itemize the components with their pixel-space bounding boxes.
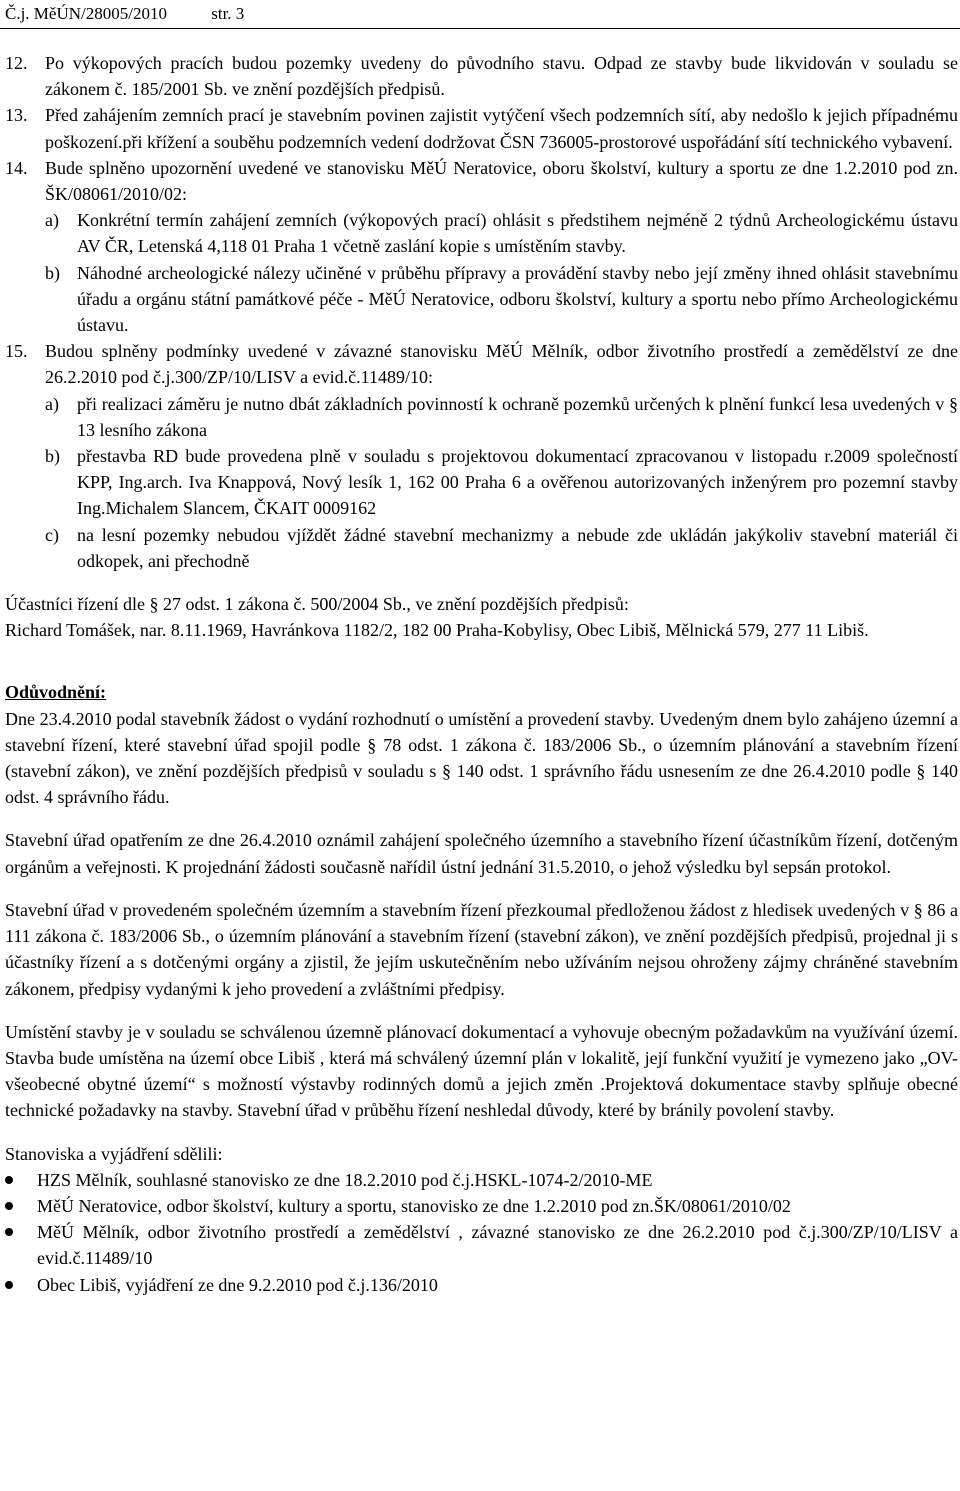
- statements-list: [5, 1167, 958, 1298]
- condition-15-item-a: [5, 391, 958, 443]
- participants-list: Richard Tomášek, nar. 8.11.1969, Havránkova 1182/2, 182 00 Praha-Kobylisy, Obec Libiš, Mělnická 579, 277 11 Libiš.: [5, 620, 869, 641]
- document-reference: Č.j. MěÚN/28005/2010: [5, 4, 167, 23]
- reasoning-paragraph: Umístění stavby je v souladu se schválenou územně plánovací dokumentací a vyhovuje obecným požadavkům na využívání území. Stavba bude umístěna na území obce Libiš , která má schválený územní plán v lokalitě, její funkční využití je vymezeno jako „OV-všeobecné obytné území“ s možností výstavby rodinných domů a jejich změn .Projektová dokumentace stavby splňuje obecné technické požadavky na stavby. Stavební úřad v průběhu řízení neshledal důvody, které by bránily povolení stavby.: [5, 1021, 958, 1121]
- spacer: [5, 574, 958, 591]
- bullet-icon: [5, 1281, 13, 1289]
- reasoning-paragraph: Stavební úřad v provedeném společném územním a stavebním řízení přezkoumal předloženou žádost z hledisek uvedených v § 86 a 111 zákona č. 183/2006 Sb., o územním plánování a stavebním řízení (stavební zákon), ve znění pozdějších předpisů, projednal ji s účastníky řízení a s dotčenými orgány a zjistil, že jejím uskutečněním nebo užíváním nejsou ohroženy zájmy chráněné stavebním zákonem, předpisy vydanými k jeho provedení a zvláštními předpisy.: [5, 899, 958, 999]
- spacer: [5, 810, 958, 827]
- statement-text: MěÚ Neratovice, odbor školství, kultury a sportu, stanovisko ze dne 1.2.2010 pod zn.ŠK/08061/2010/02: [37, 1195, 791, 1216]
- statements-heading: Stanoviska a vyjádření sdělili:: [5, 1143, 223, 1164]
- item-text: na lesní pozemky nebudou vjíždět žádné stavební mechanizmy a nebude zde ukládán jakýkoliv stavební materiál či odkopek, ani přechodně: [77, 524, 958, 571]
- condition-number: 15.: [5, 341, 28, 362]
- spacer: [5, 661, 958, 679]
- item-text: Náhodné archeologické nálezy učiněné v průběhu přípravy a provádění stavby nebo její změny ihned ohlásit stavebnímu úřadu a orgánu státní památkové péče - MěÚ Neratovice, odboru školství, kultury a sportu nebo přímo Archeologickému ústavu.: [77, 262, 958, 336]
- list-item: [5, 1219, 958, 1271]
- condition-number: 12.: [5, 53, 28, 73]
- statement-text: HZS Mělník, souhlasné stanovisko ze dne 18.2.2010 pod č.j.HSKL-1074-2/2010-ME: [37, 1169, 653, 1190]
- condition-text: Před zahájením zemních prací je stavebním povinen zajistit vytýčení všech podzemních sítí, aby nedošlo k jejich případnému poškození.při křížení a souběhu podzemních vedení dodržovat ČSN 736005-prostorové uspořádání sítí technického vybavení.: [45, 105, 958, 152]
- bullet-icon: [5, 1228, 13, 1236]
- condition-15-item-b: [5, 443, 958, 522]
- reasoning-paragraph: Dne 23.4.2010 podal stavebník žádost o vydání rozhodnutí o umístění a provedení stavby. Uvedeným dnem bylo zahájeno územní a stavební řízení, které stavební úřad spojil podle § 78 odst. 1 zákona č. 183/2006 Sb., o územním plánování a stavebním řízení (stavební zákon), ve znění pozdějších předpisů v souladu s § 140 odst. 1 správního řádu usnesením ze dne 26.4.2010 podle § 140 odst. 4 správního řádu.: [5, 708, 958, 808]
- item-letter: a): [45, 393, 59, 414]
- item-text: přestavba RD bude provedena plně v souladu s projektovou dokumentací zpracovanou v listopadu r.2009 společností KPP, Ing.arch. Iva Knappová, Nový lesík 1, 162 00 Praha 6 a ověřenou autorizovaných inženýrem pro pozemní stavby Ing.Michalem Slancem, ČKAIT 0009162: [77, 446, 958, 519]
- list-item: [5, 1272, 958, 1298]
- condition-text: Bude splněno upozornění uvedené ve stanovisku MěÚ Neratovice, oboru školství, kultury a sportu ze dne 1.2.2010 pod zn. ŠK/08061/2010/02:: [45, 157, 958, 205]
- condition-14-item-a: [5, 207, 958, 259]
- condition-12: [5, 50, 958, 102]
- document-body: [5, 50, 958, 1298]
- reasoning-heading: Odůvodnění:: [5, 682, 107, 703]
- page-header: [5, 4, 244, 24]
- condition-14: [5, 155, 958, 207]
- list-item: [5, 1167, 958, 1193]
- item-letter: b): [45, 262, 60, 283]
- spacer: [5, 643, 958, 661]
- bullet-icon: [5, 1202, 13, 1210]
- item-text: při realizaci záměru je nutno dbát základních povinností k ochraně pozemků určených k plnění funkcí lesa uvedených v § 13 lesního zákona: [77, 393, 958, 440]
- spacer: [5, 1002, 958, 1019]
- condition-text: Budou splněny podmínky uvedené v závazné stanovisku MěÚ Mělník, odbor životního prostředí a zemědělství ze dne 26.2.2010 pod č.j.300/ZP/10/LISV a evid.č.11489/10:: [45, 341, 958, 388]
- condition-14-item-b: [5, 260, 958, 339]
- condition-number: 13.: [5, 105, 28, 126]
- condition-13: [5, 102, 958, 154]
- condition-number: 14.: [5, 157, 28, 178]
- condition-15: [5, 338, 958, 390]
- item-letter: a): [45, 210, 59, 231]
- condition-15-item-c: [5, 522, 958, 574]
- item-letter: c): [45, 524, 59, 545]
- spacer: [5, 1124, 958, 1141]
- header-divider: [0, 28, 960, 29]
- page-number: str. 3: [211, 4, 245, 23]
- list-item: [5, 1193, 958, 1219]
- condition-text: Po výkopových pracích budou pozemky uvedeny do původního stavu. Odpad ze stavby bude likvidován v souladu se zákonem č. 185/2001 Sb. ve znění pozdějších předpisů.: [45, 53, 958, 100]
- bullet-icon: [5, 1176, 13, 1184]
- spacer: [5, 880, 958, 897]
- statement-text: MěÚ Mělník, odbor životního prostředí a zemědělství , závazné stanovisko ze dne 26.2.2010 pod č.j.300/ZP/10/LISV a evid.č.11489/10: [37, 1222, 958, 1269]
- item-letter: b): [45, 446, 60, 467]
- statement-text: Obec Libiš, vyjádření ze dne 9.2.2010 pod č.j.136/2010: [37, 1274, 438, 1295]
- participants-heading: Účastníci řízení dle § 27 odst. 1 zákona č. 500/2004 Sb., ve znění pozdějších předpisů:: [5, 594, 629, 615]
- reasoning-paragraph: Stavební úřad opatřením ze dne 26.4.2010 oznámil zahájení společného územního a stavebního řízení účastníkům řízení, dotčeným orgánům a veřejnosti. K projednání žádosti současně nařídil ústní jednání 31.5.2010, o jehož výsledku byl sepsán protokol.: [5, 830, 958, 877]
- item-text: Konkrétní termín zahájení zemních (výkopových prací) ohlásit s předstihem nejméně 2 týdnů Archeologickému ústavu AV ČR, Letenská 4,118 01 Praha 1 včetně zaslání kopie s umístěním stavby.: [77, 210, 958, 257]
